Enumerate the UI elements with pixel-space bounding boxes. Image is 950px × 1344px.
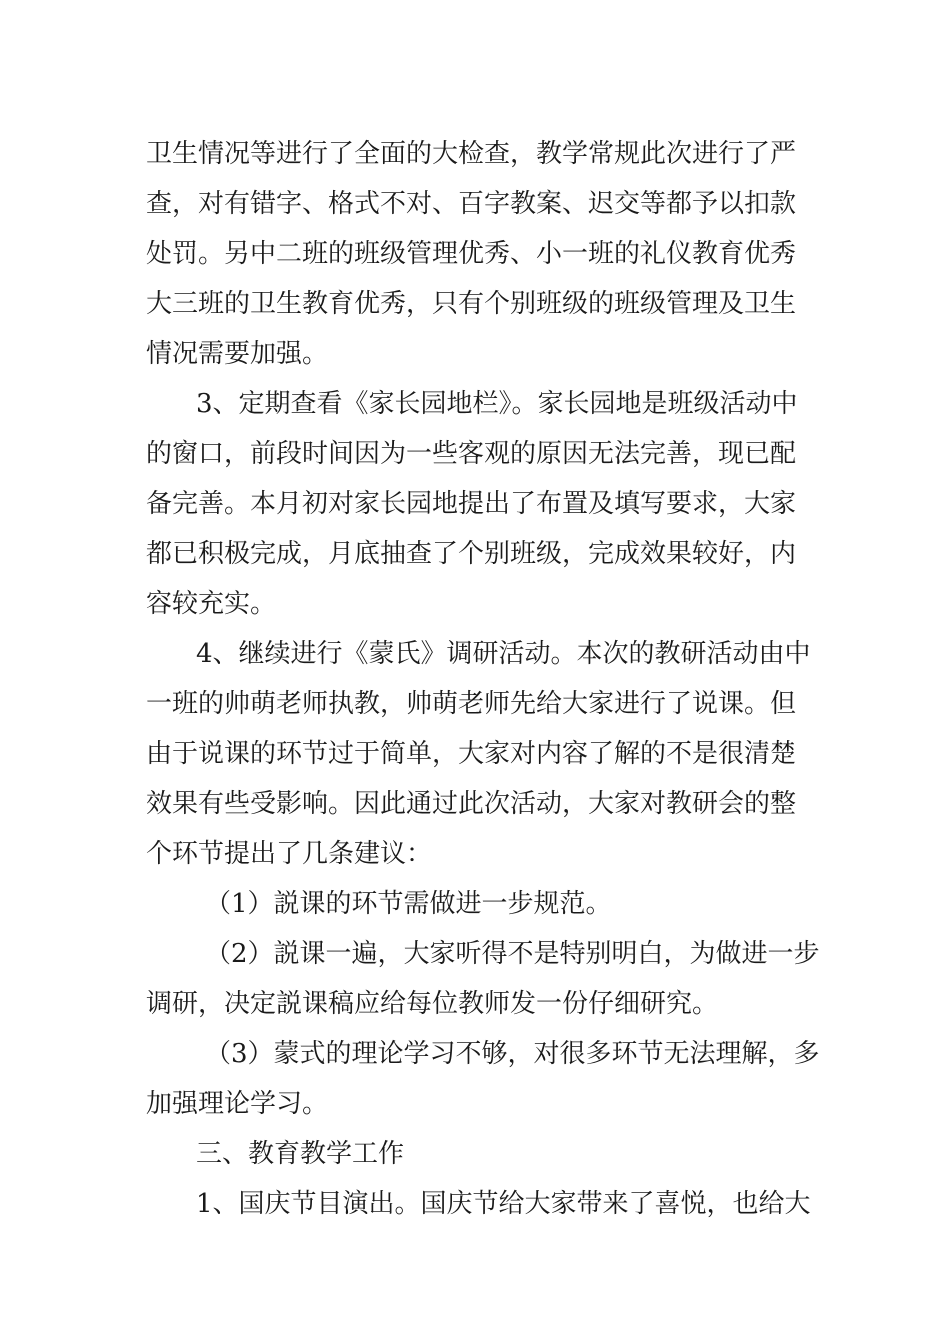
text-line: 的窗口，前段时间因为一些客观的原因无法完善，现已配 — [146, 439, 797, 469]
text-line: 卫生情况等进行了全面的大检查，教学常规此次进行了严 — [146, 139, 797, 169]
text-line: 由于说课的环节过于简单，大家对内容了解的不是很清楚 — [146, 739, 797, 769]
list-item-line: （1）説课的环节需做进一步规范。 — [205, 889, 612, 919]
text-line: 加强理论学习。 — [146, 1089, 329, 1119]
section-heading: 三、教育教学工作 — [196, 1139, 405, 1169]
text-line: 查，对有错字、格式不对、百字教案、迟交等都予以扣款 — [146, 189, 797, 219]
text-line: 都已积极完成，月底抽查了个别班级，完成效果较好，内 — [146, 539, 797, 569]
text-line: 效果有些受影响。因此通过此次活动，大家对教研会的整 — [146, 789, 797, 819]
text-line: 处罚。另中二班的班级管理优秀、小一班的礼仪教育优秀 — [146, 239, 797, 269]
text-line: 一班的帅萌老师执教，帅萌老师先给大家进行了说课。但 — [146, 689, 797, 719]
paragraph-start-line: 1、国庆节目演出。国庆节给大家带来了喜悦，也给大 — [196, 1189, 811, 1219]
text-line: 容较充实。 — [146, 589, 277, 619]
text-line: 大三班的卫生教育优秀，只有个别班级的班级管理及卫生 — [146, 289, 797, 319]
text-line: 情况需要加强。 — [146, 339, 329, 369]
list-item-line: （2）説课一遍，大家听得不是特别明白，为做进一步 — [205, 939, 820, 969]
text-line: 调研，决定説课稿应给每位教师发一份仔细研究。 — [146, 989, 719, 1019]
paragraph-start-line: 3、定期查看《家长园地栏》。家长园地是班级活动中 — [196, 389, 798, 419]
text-line: 个环节提出了几条建议： — [146, 839, 433, 869]
text-line: 备完善。本月初对家长园地提出了布置及填写要求，大家 — [146, 489, 797, 519]
list-item-line: （3）蒙式的理论学习不够，对很多环节无法理解，多 — [205, 1039, 820, 1069]
paragraph-start-line: 4、继续进行《蒙氏》调研活动。本次的教研活动由中 — [196, 639, 811, 669]
